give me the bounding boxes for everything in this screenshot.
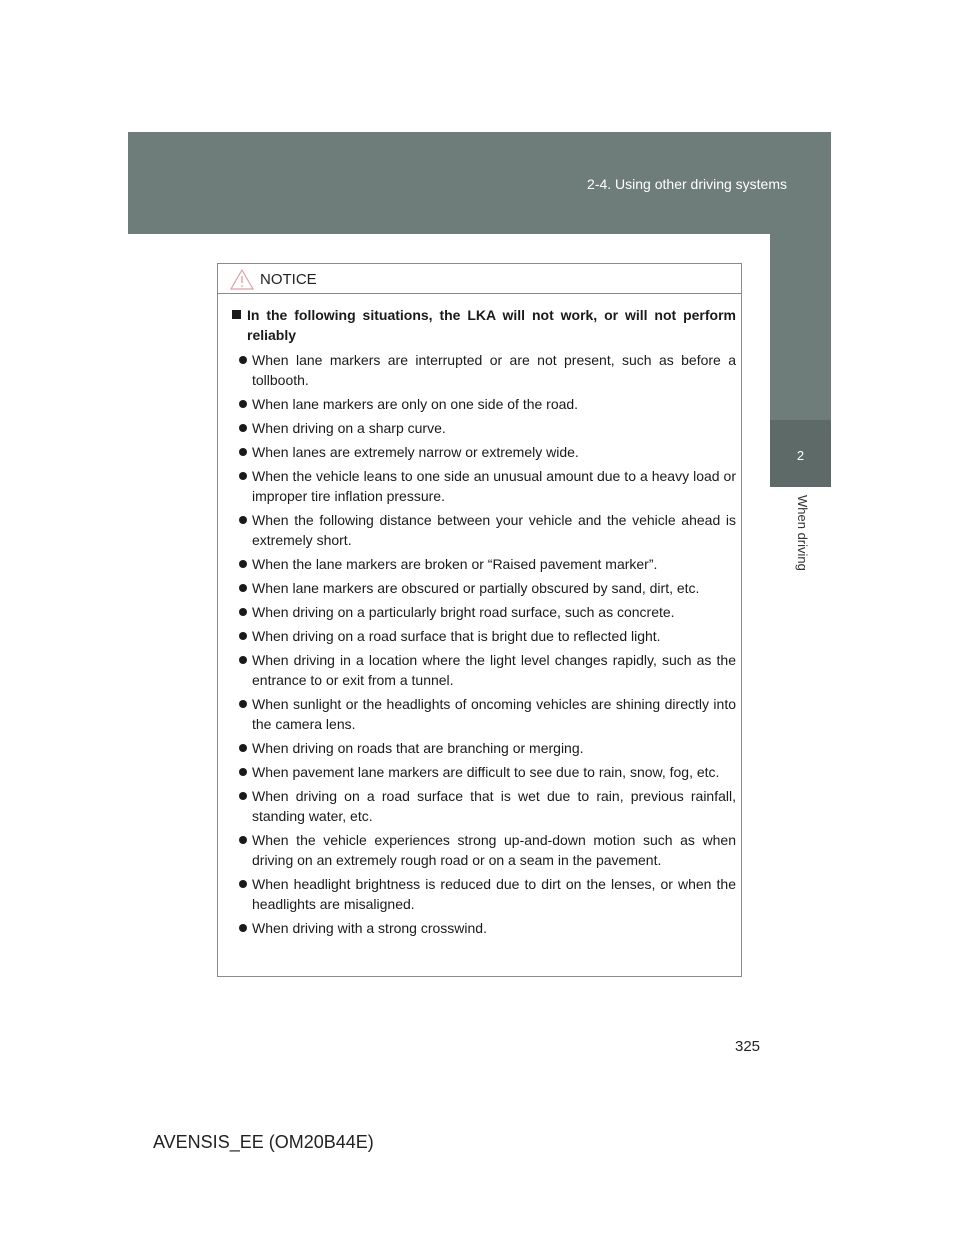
- bullet-icon: [239, 608, 247, 616]
- list-item: When sunlight or the headlights of oncoming vehicles are shining directly into the camera lens.: [239, 694, 736, 734]
- notice-body: [218, 294, 741, 942]
- list-item: When the following distance between your vehicle and the vehicle ahead is extremely short.: [239, 510, 736, 550]
- notice-heading-text: In the following situations, the LKA will not work, or will not perform reliably: [247, 307, 736, 343]
- bullet-icon: [239, 744, 247, 752]
- list-item: When lane markers are only on one side of the road.: [239, 394, 736, 414]
- notice-box: [217, 263, 742, 977]
- notice-list: [232, 350, 736, 938]
- section-title: 2-4. Using other driving systems: [587, 176, 787, 192]
- list-item: When the lane markers are broken or “Raised pavement marker”.: [239, 554, 736, 574]
- bullet-icon: [239, 584, 247, 592]
- chapter-number-tab: [770, 420, 831, 487]
- list-item: When driving on a sharp curve.: [239, 418, 736, 438]
- warning-icon: [230, 269, 254, 295]
- bullet-icon: [239, 924, 247, 932]
- list-item: When driving with a strong crosswind.: [239, 918, 736, 938]
- list-item: When driving on a particularly bright road surface, such as concrete.: [239, 602, 736, 622]
- bullet-icon: [239, 516, 247, 524]
- list-item: When pavement lane markers are difficult to see due to rain, snow, fog, etc.: [239, 762, 736, 782]
- list-item: When driving in a location where the light level changes rapidly, such as the entrance to or exit from a tunnel.: [239, 650, 736, 690]
- list-item: When lane markers are interrupted or are not present, such as before a tollbooth.: [239, 350, 736, 390]
- list-item: When lane markers are obscured or partially obscured by sand, dirt, etc.: [239, 578, 736, 598]
- bullet-icon: [239, 836, 247, 844]
- notice-header: [218, 264, 741, 294]
- bullet-icon: [239, 560, 247, 568]
- list-item: When lanes are extremely narrow or extremely wide.: [239, 442, 736, 462]
- bullet-icon: [239, 472, 247, 480]
- list-item: When the vehicle experiences strong up-and-down motion such as when driving on an extremely rough road or on a seam in the pavement.: [239, 830, 736, 870]
- list-item: When the vehicle leans to one side an unusual amount due to a heavy load or improper tire inflation pressure.: [239, 466, 736, 506]
- bullet-icon: [239, 448, 247, 456]
- bullet-icon: [239, 424, 247, 432]
- list-item: When driving on roads that are branching or merging.: [239, 738, 736, 758]
- bullet-icon: [239, 632, 247, 640]
- list-item: When driving on a road surface that is wet due to rain, previous rainfall, standing water, etc.: [239, 786, 736, 826]
- bullet-icon: [239, 700, 247, 708]
- bullet-icon: [239, 768, 247, 776]
- chapter-label: When driving: [795, 495, 810, 571]
- list-item: When driving on a road surface that is bright due to reflected light.: [239, 626, 736, 646]
- square-bullet-icon: [232, 310, 241, 319]
- header-band: [128, 132, 831, 234]
- notice-title: NOTICE: [260, 271, 317, 288]
- notice-heading: [232, 305, 736, 345]
- list-item: When headlight brightness is reduced due to dirt on the lenses, or when the headlights are misaligned.: [239, 874, 736, 914]
- bullet-icon: [239, 792, 247, 800]
- document-code: AVENSIS_EE (OM20B44E): [153, 1132, 374, 1152]
- bullet-icon: [239, 880, 247, 888]
- chapter-number: 2: [796, 448, 805, 463]
- page-number: 325: [735, 1038, 761, 1055]
- bullet-icon: [239, 356, 247, 364]
- bullet-icon: [239, 656, 247, 664]
- bullet-icon: [239, 400, 247, 408]
